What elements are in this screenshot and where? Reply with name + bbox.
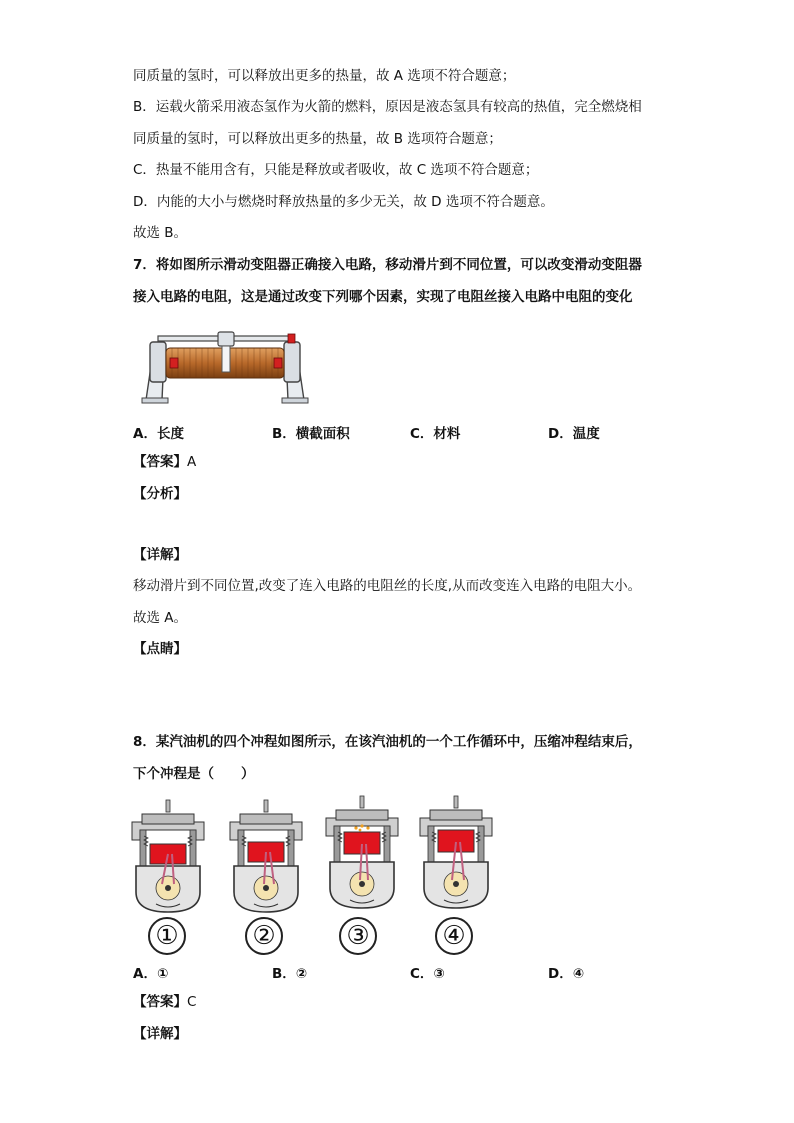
figure-label-4: ④ — [435, 917, 473, 955]
text-line: C．热量不能用含有，只能是释放或者吸收，故 C 选项不符合题意； — [133, 162, 539, 178]
detail-tag: 【详解】 — [133, 547, 187, 563]
answer-tag: 【答案】 — [133, 994, 187, 1010]
option-d[interactable]: D．温度 — [548, 426, 600, 442]
figure-label-3: ③ — [339, 917, 377, 955]
option-b[interactable]: B．横截面积 — [272, 426, 350, 442]
text-line: B．运载火箭采用液态氢作为火箭的燃料，原因是液态氢具有较高的热值，完全燃烧相 — [133, 99, 642, 115]
engine-strokes-figure — [128, 794, 493, 914]
answer-line — [133, 993, 196, 1011]
option-c[interactable]: C．③ — [410, 966, 445, 982]
comment-tag: 【点睛】 — [133, 641, 187, 657]
option-a[interactable]: A．长度 — [133, 426, 184, 442]
option-c[interactable]: C．材料 — [410, 426, 461, 442]
sliding-rheostat-figure — [140, 326, 310, 406]
answer-value: A — [187, 454, 197, 470]
choose-text: 故选 A。 — [133, 610, 188, 626]
question-8-stem-line2: 下个冲程是（ ） — [133, 766, 255, 782]
answer-tag: 【答案】 — [133, 454, 187, 470]
figure-label-1: ① — [148, 917, 186, 955]
text-line: 故选 B。 — [133, 225, 188, 241]
question-7-stem-line2: 接入电路的电阻，这是通过改变下列哪个因素，实现了电阻丝接入电路中电阻的变化 — [133, 289, 633, 305]
question-8-stem-line1: 8．某汽油机的四个冲程如图所示，在该汽油机的一个工作循环中，压缩冲程结束后， — [133, 734, 642, 750]
text-line: 同质量的氢时，可以释放出更多的热量，故 A 选项不符合题意； — [133, 68, 516, 84]
analysis-tag: 【分析】 — [133, 486, 187, 502]
option-a[interactable]: A．① — [133, 966, 169, 982]
option-b[interactable]: B．② — [272, 966, 308, 982]
figure-label-2: ② — [245, 917, 283, 955]
text-line: D．内能的大小与燃烧时释放热量的多少无关，故 D 选项不符合题意。 — [133, 194, 554, 210]
option-d[interactable]: D．④ — [548, 966, 585, 982]
question-7-stem-line1: 7．将如图所示滑动变阻器正确接入电路，移动滑片到不同位置，可以改变滑动变阻器 — [133, 257, 642, 273]
answer-value: C — [187, 994, 197, 1010]
detail-text: 移动滑片到不同位置,改变了连入电路的电阻丝的长度,从而改变连入电路的电阻大小。 — [133, 578, 642, 594]
detail-tag: 【详解】 — [133, 1026, 187, 1042]
text-line: 同质量的氢时，可以释放出更多的热量，故 B 选项符合题意； — [133, 131, 502, 147]
answer-line — [133, 453, 196, 471]
